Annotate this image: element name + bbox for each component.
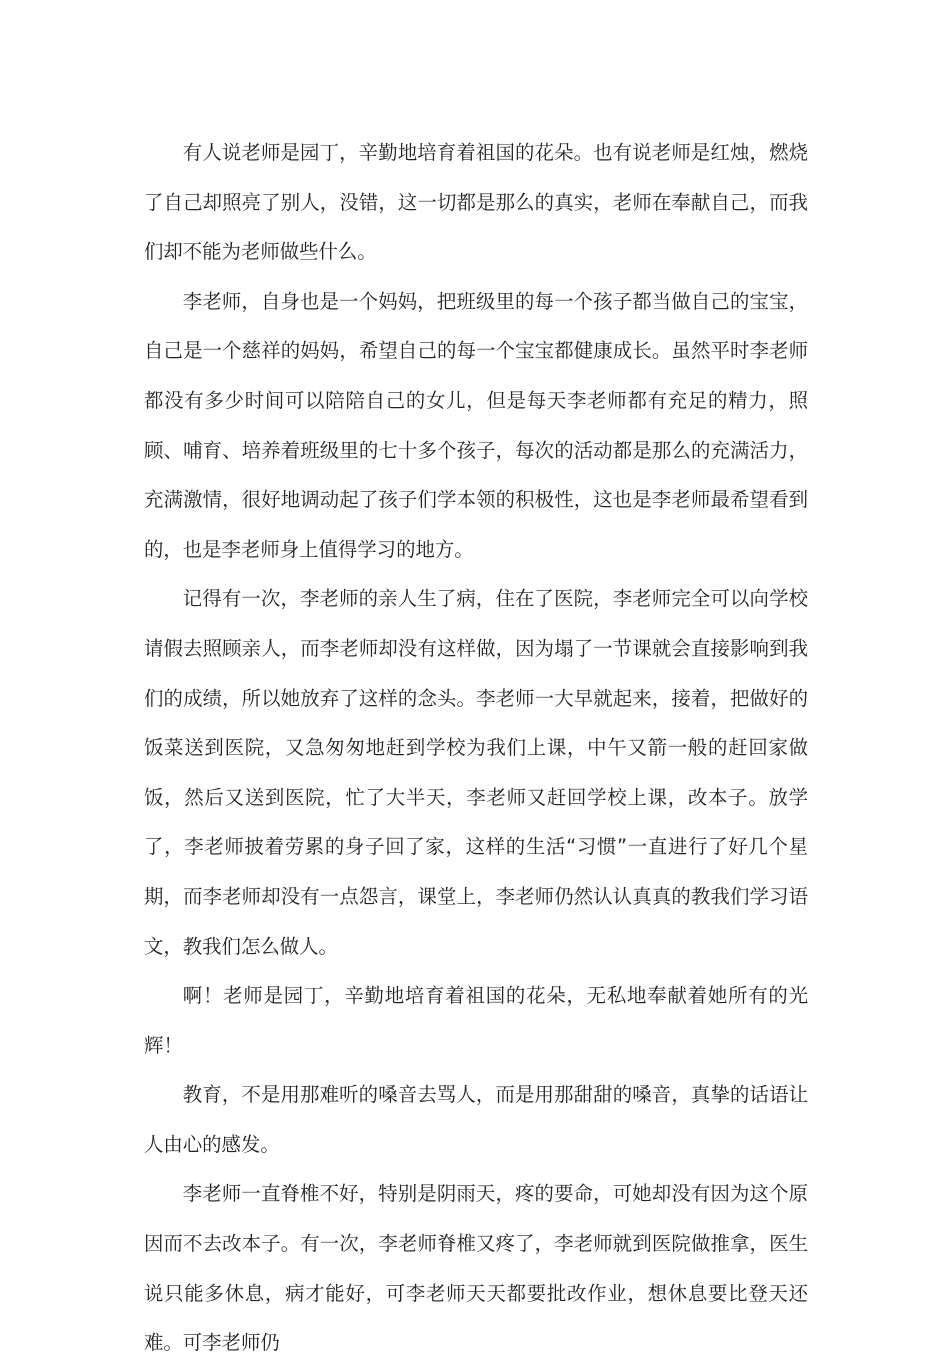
paragraph: 李老师，自身也是一个妈妈，把班级里的每一个孩子都当做自己的宝宝，自己是一个慈祥的妈妈，希望自己的每一个宝宝都健康成长。虽然平时李老师都没有多少时间可以陪陪自己的女儿，但是每天李老师都有充足的精力，照顾、哺育、培养着班级里的七十多个孩子，每次的活动都是那么的充满活力，充满激情，很好地调动起了孩子们学本领的积极性，这也是李老师最希望看到的，也是李老师身上值得学习的地方。	[144, 289, 808, 561]
paragraph: 李老师一直脊椎不好，特别是阴雨天，疼的要命，可她却没有因为这个原因而不去改本子。有一次，李老师脊椎又疼了，李老师就到医院做推拿，医生说只能多休息，病才能好，可李老师天天都要批改作业，想休息要比登天还难。可李老师仍	[144, 1182, 808, 1355]
paragraph: 啊！老师是园丁，辛勤地培育着祖国的花朵，无私地奉献着她所有的光辉！	[144, 984, 808, 1057]
paragraph: 教育，不是用那难听的嗓音去骂人，而是用那甜甜的嗓音，真挚的话语让人由心的感发。	[144, 1083, 808, 1156]
paragraph: 有人说老师是园丁，辛勤地培育着祖国的花朵。也有说老师是红烛，燃烧了自己却照亮了别人，没错，这一切都是那么的真实，老师在奉献自己，而我们却不能为老师做些什么。	[144, 141, 808, 264]
document-body	[144, 128, 808, 1368]
paragraph: 记得有一次，李老师的亲人生了病，住在了医院，李老师完全可以向学校请假去照顾亲人，而李老师却没有这样做，因为塌了一节课就会直接影响到我们的成绩，所以她放弃了这样的念头。李老师一大早就起来，接着，把做好的饭菜送到医院，又急匆匆地赶到学校为我们上课，中午又箭一般的赶回家做饭，然后又送到医院，忙了大半天，李老师又赶回学校上课，改本子。放学了，李老师披着劳累的身子回了家，这样的生活“习惯”一直进行了好几个星期，而李老师却没有一点怨言，课堂上，李老师仍然认认真真的教我们学习语文，教我们怎么做人。	[144, 587, 808, 958]
